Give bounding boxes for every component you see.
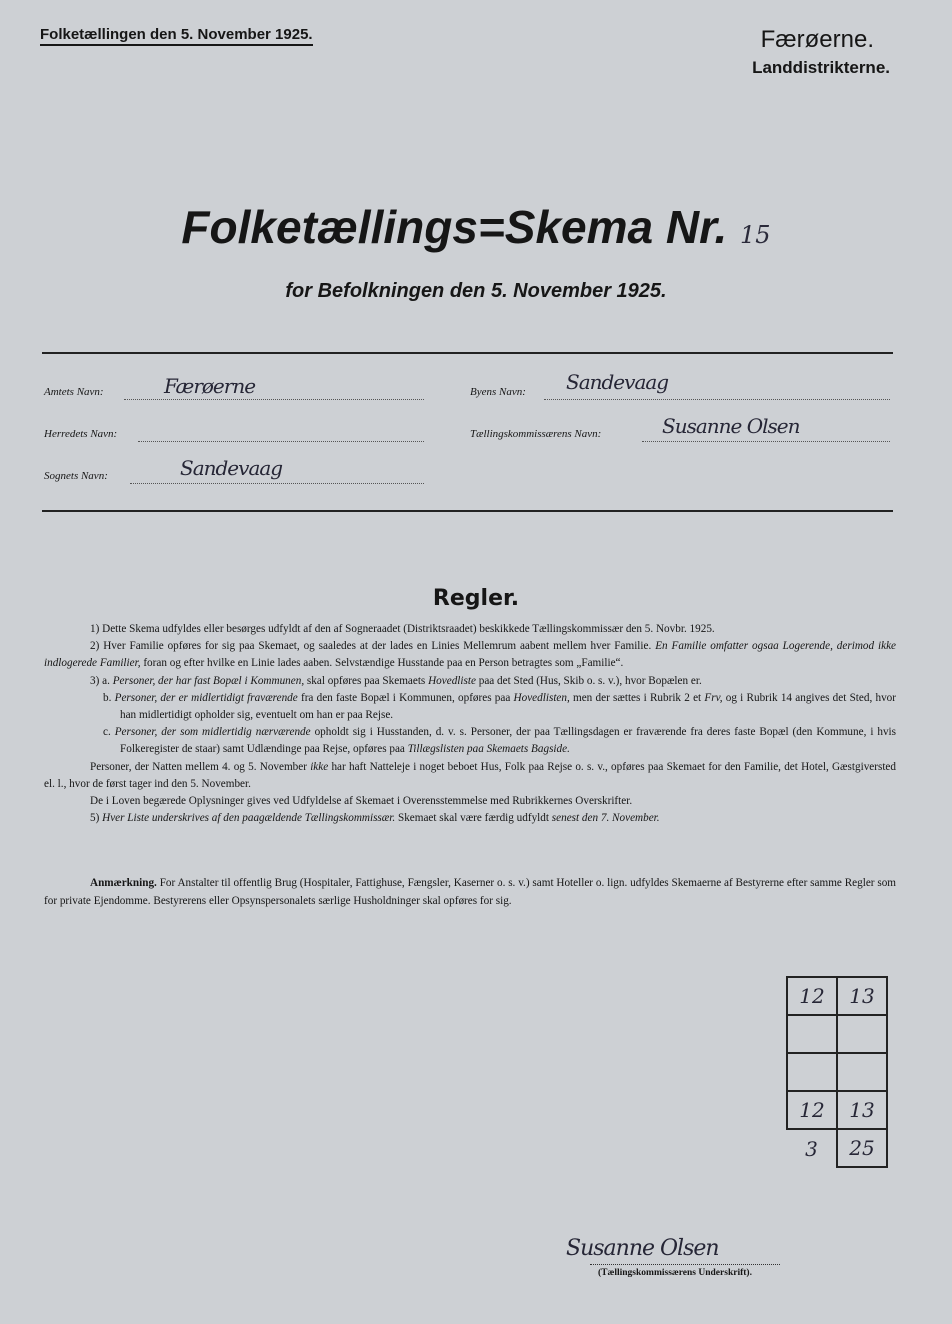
tally-cell — [837, 1053, 887, 1091]
header-region: Færøerne. — [760, 26, 874, 53]
tally-row — [787, 1091, 887, 1129]
annotation-note — [44, 874, 896, 910]
signature-handwritten: Susanne Olsen — [566, 1236, 719, 1261]
rule-2: 2) Hver Familie opføres for sig paa Skemaet, og saaledes at der lades en Linies Mellemrum aabent mellem hver Familie. En Familie omfatter ogsaa Logerende, derimod ikke indlogerede Familier, foran og efter hvilke en Linie lades aaben. Selvstændige Husstande paa en Person betragtes som „Familie“. — [44, 640, 896, 670]
rules-text — [44, 621, 896, 827]
tally-row — [787, 1053, 887, 1091]
by-line — [544, 398, 890, 400]
form-number: 15 — [740, 221, 771, 249]
by-value: Sandevaag — [566, 370, 669, 394]
rule-3b: b. Personer, der er midlertidigt fraværende fra den faste Bopæl i Kommunen, opføres paa Hovedlisten, men der sættes i Rubrik 2 et Frv, og i Rubrik 14 angives det Sted, hvor han midlertidigt opholder sig, eventuelt om han er paa Rejse. — [103, 691, 896, 722]
rule-3a: 3) a. Personer, der har fast Bopæl i Kommunen, skal opføres paa Skemaets Hovedliste paa det Sted (Hus, Skib o. s. v.), hvor Bopælen er. — [90, 674, 702, 687]
tally-cell: 12 — [787, 977, 837, 1015]
amt-label: Amtets Navn: — [44, 386, 104, 398]
rules-heading: Regler. — [432, 586, 520, 611]
kommissaer-line — [642, 440, 890, 442]
herred-label: Herredets Navn: — [44, 428, 118, 440]
signature-caption: (Tællingskommissærens Underskrift). — [598, 1268, 752, 1278]
sogn-label: Sognets Navn: — [44, 470, 108, 482]
sogn-line — [130, 482, 424, 484]
tally-cell: 12 — [787, 1091, 837, 1129]
by-label: Byens Navn: — [470, 386, 526, 398]
annotation-text: For Anstalter til offentlig Brug (Hospitaler, Fattighuse, Fængsler, Kaserner o. s. v.) samt Hoteller o. lign. udfyldes Skemaerne af Bestyrerne efter samme Regler som for private Ejendomme. Bestyrerens eller Opsynspersonalets særlige Husholdninger skal opføres for sig. — [44, 877, 897, 907]
herred-line — [138, 440, 424, 442]
rule-5: 5) Hver Liste underskrives af den paagældende Tællingskommissær. Skemaet skal være færdig udfyldt senest den 7. November. — [90, 812, 660, 825]
header-district-type: Landdistrikterne. — [752, 58, 890, 77]
amt-value: Færøerne — [164, 374, 256, 398]
tally-cell — [837, 1015, 887, 1053]
tally-row — [787, 977, 887, 1015]
kommissaer-value: Susanne Olsen — [662, 414, 800, 438]
rule-3c: c. Personer, der som midlertidig nærværende opholdt sig i Husstanden, d. v. s. Personer, der paa Tællingsdagen er fraværende fra deres faste Bopæl (den Kommune, i hvis Folkeregister de staar) samt Udlændinge paa Rejse, opføres paa Tillægslisten paa Skemaets Bagside. — [103, 726, 897, 756]
tally-cell: 13 — [837, 977, 887, 1015]
tally-row — [787, 1129, 887, 1167]
tally-row — [787, 1015, 887, 1053]
annotation-label: Anmærkning. — [90, 877, 157, 889]
form-title-text: Folketællings=Skema Nr. — [181, 201, 728, 253]
rule-4: Personer, der Natten mellem 4. og 5. November ikke har haft Natteleje i noget beboet Hus, Folk paa Rejse o. s. v., opføres paa Skemaet for den Familie, det Hotel, Gæstgiversted el. l., hvor de først tager ind den 5. November. — [44, 760, 896, 790]
signature-line — [590, 1264, 780, 1265]
tally-cell: 3 — [787, 1129, 837, 1167]
divider-top — [42, 352, 893, 354]
tally-cell — [787, 1015, 837, 1053]
sogn-value: Sandevaag — [180, 456, 283, 480]
tally-cell: 13 — [837, 1091, 887, 1129]
kommissaer-label: Tællingskommissærens Navn: — [470, 428, 602, 440]
amt-line — [124, 398, 424, 400]
divider-bottom — [42, 510, 893, 512]
tally-cell: 25 — [837, 1129, 887, 1167]
header-census-date: Folketællingen den 5. November 1925. — [40, 26, 313, 46]
form-title — [0, 200, 952, 254]
rule-1: 1) Dette Skema udfyldes eller besørges udfyldt af den af Sogneraadet (Distriktsraadet) beskikkede Tællingskommissær den 5. Novbr. 1925. — [90, 623, 715, 635]
tally-table — [786, 976, 888, 1168]
rule-4c: De i Loven begærede Oplysninger gives ved Udfyldelse af Skemaet i Overensstemmelse med Rubrikkernes Overskrifter. — [90, 795, 633, 808]
tally-cell — [787, 1053, 837, 1091]
form-subtitle: for Befolkningen den 5. November 1925. — [285, 280, 667, 302]
